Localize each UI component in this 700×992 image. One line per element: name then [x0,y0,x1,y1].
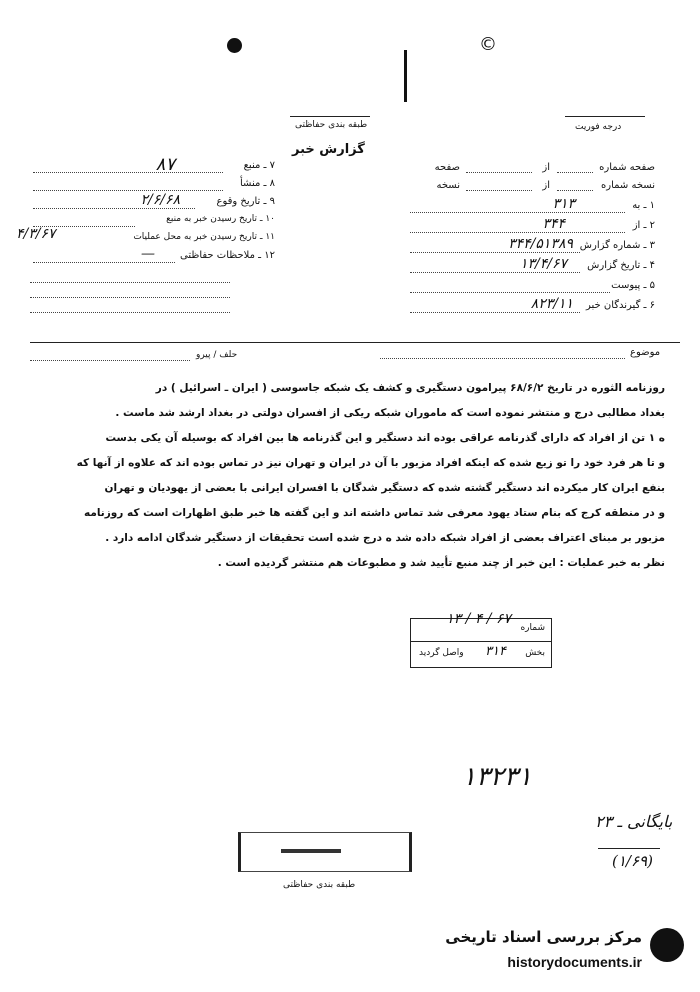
archive-logo-icon [650,928,684,962]
watermark-title: مرکز بررسی اسناد تاریخی [445,928,642,946]
field-attachment: ۵ ـ پیوست [405,278,655,298]
handwritten-note: بایگانی ـ ۲۳ [595,812,673,831]
source-value: ۸۷ [155,154,175,175]
watermark [398,918,688,984]
punch-hole [227,38,242,53]
oath-label: حلف / پیرو [196,350,238,360]
watermark-url: historydocuments.ir [507,954,642,970]
right-fields [405,162,655,318]
body-line: و در منطقه کرج که بنام ستاد یهود معرفی شد تماس داشته اند و این گفته ها خبر طبق اظهارات است که روزنامه [83,507,665,519]
header-divider [30,342,680,343]
recipients-value: ۸۲۳/۱۱ [530,296,573,312]
corner-mark: © [479,34,497,55]
left-fields [16,154,275,313]
received-at-ops-value: ۴/۳/۶۷ [16,226,56,242]
stamp-date: ۱۳ / ۴ / ۶۷ [446,611,511,627]
subject-line [380,358,625,359]
report-number-value: ۳۴۴/۵۱۳۸۹ [508,236,573,252]
field-received-by-source: ۱۰ ـ تاریخ رسیدن خبر به منبع [30,212,275,230]
page-title: گزارش خبر [292,142,365,157]
report-body [40,382,665,582]
report-date-value: ۱۳/۴/۶۷ [519,256,567,272]
body-line: بغداد مطالبی درج و منتشر نموده است که ماموران شبکه ریکی از افسران دولتی در بغداد ارشد شد ماست . [115,407,665,419]
classification-line [290,116,370,117]
field-recipients: ۶ ـ گیرندگان خبر ۸۲۳/۱۱ [405,298,655,318]
urgency-line [565,116,645,117]
field-to: ۱ ـ به ۳۱۳ [405,198,655,218]
oath-line [30,360,190,361]
field-received-at-ops: ۱۱ ـ تاریخ رسیدن خبر به محل عملیات ۴/۳/۶۷ [16,226,275,242]
to-value: ۳۱۳ [552,196,575,212]
footer-stamp-box [238,832,412,872]
field-page-number: صفحه شماره از صفحه [434,162,655,173]
body-line: نظر به خبر عملیات : این خبر از چند منبع تأیید شد و مطبوعات هم منتشر گردیده است . [217,557,665,569]
body-line: روزنامه الثوره در تاریخ ۶۸/۶/۲ پیرامون دستگیری و کشف یک شبکه جاسوسی ( ایران ـ اسرائیل ) در [155,382,665,394]
field-report-number: ۳ ـ شماره گزارش ۳۴۴/۵۱۳۸۹ [405,238,655,258]
subject-label: موضوع [630,347,661,358]
handwritten-underline [598,848,660,849]
field-origin: ۸ ـ منشأ [30,176,275,194]
body-line: مزبور بر مبنای اعتراف بعضی از افراد شبکه داده شد ه درج شده است تحقیقات از دستگیر شدگان ادامه دارد . [105,532,665,544]
handwritten-code: (۱/۶۹) [612,852,653,870]
body-line: ه ۱ تن از افراد که دارای گذرنامه عراقی بوده اند دستگیر و این گذرنامه ها بین افراد که بوسیله آن یکی بدست [105,432,665,444]
margin-mark [404,50,407,102]
body-line: و تا هر فرد خود را تو زیع شده که اینکه افراد مزبور با آن در ایران و تهران نیز در تماس بوده اند که علاوه از آنها که [76,457,665,469]
from-value: ۳۴۴ [542,216,565,232]
urgency-label: درجه فوریت [575,122,622,132]
body-line: بنفع ایران کار میکرده اند دستگیر گشته شده که دستگیر شدگان با افسران ایرانی با بعضی از یهودیان و تهران [104,482,665,494]
field-occurrence-date: ۹ ـ تاریخ وقوع ۲/۶/۶۸ [30,194,275,212]
security-notes-value: — [141,246,155,262]
field-source: ۷ ـ منبع ۸۷ [30,158,275,176]
receipt-stamp: شماره ۱۳ / ۴ / ۶۷ بخش ۳۱۴ واصل گردید [410,618,552,668]
stamp-section: ۳۱۴ [485,644,506,659]
handwritten-number: ۱۳۲۳۱ [462,762,532,792]
occurrence-date-value: ۲/۶/۶۸ [140,192,180,208]
field-report-date: ۴ ـ تاریخ گزارش ۱۳/۴/۶۷ [405,258,655,278]
field-from: ۲ ـ از ۳۴۴ [405,218,655,238]
field-copy-number: نسخه شماره از نسخه [436,180,655,191]
classification-label: طبقه بندی حفاظتی [295,120,368,130]
field-security-notes: ۱۲ ـ ملاحظات حفاظتی — [30,248,275,266]
footer-classification-label: طبقه بندی حفاظتی [283,880,356,890]
